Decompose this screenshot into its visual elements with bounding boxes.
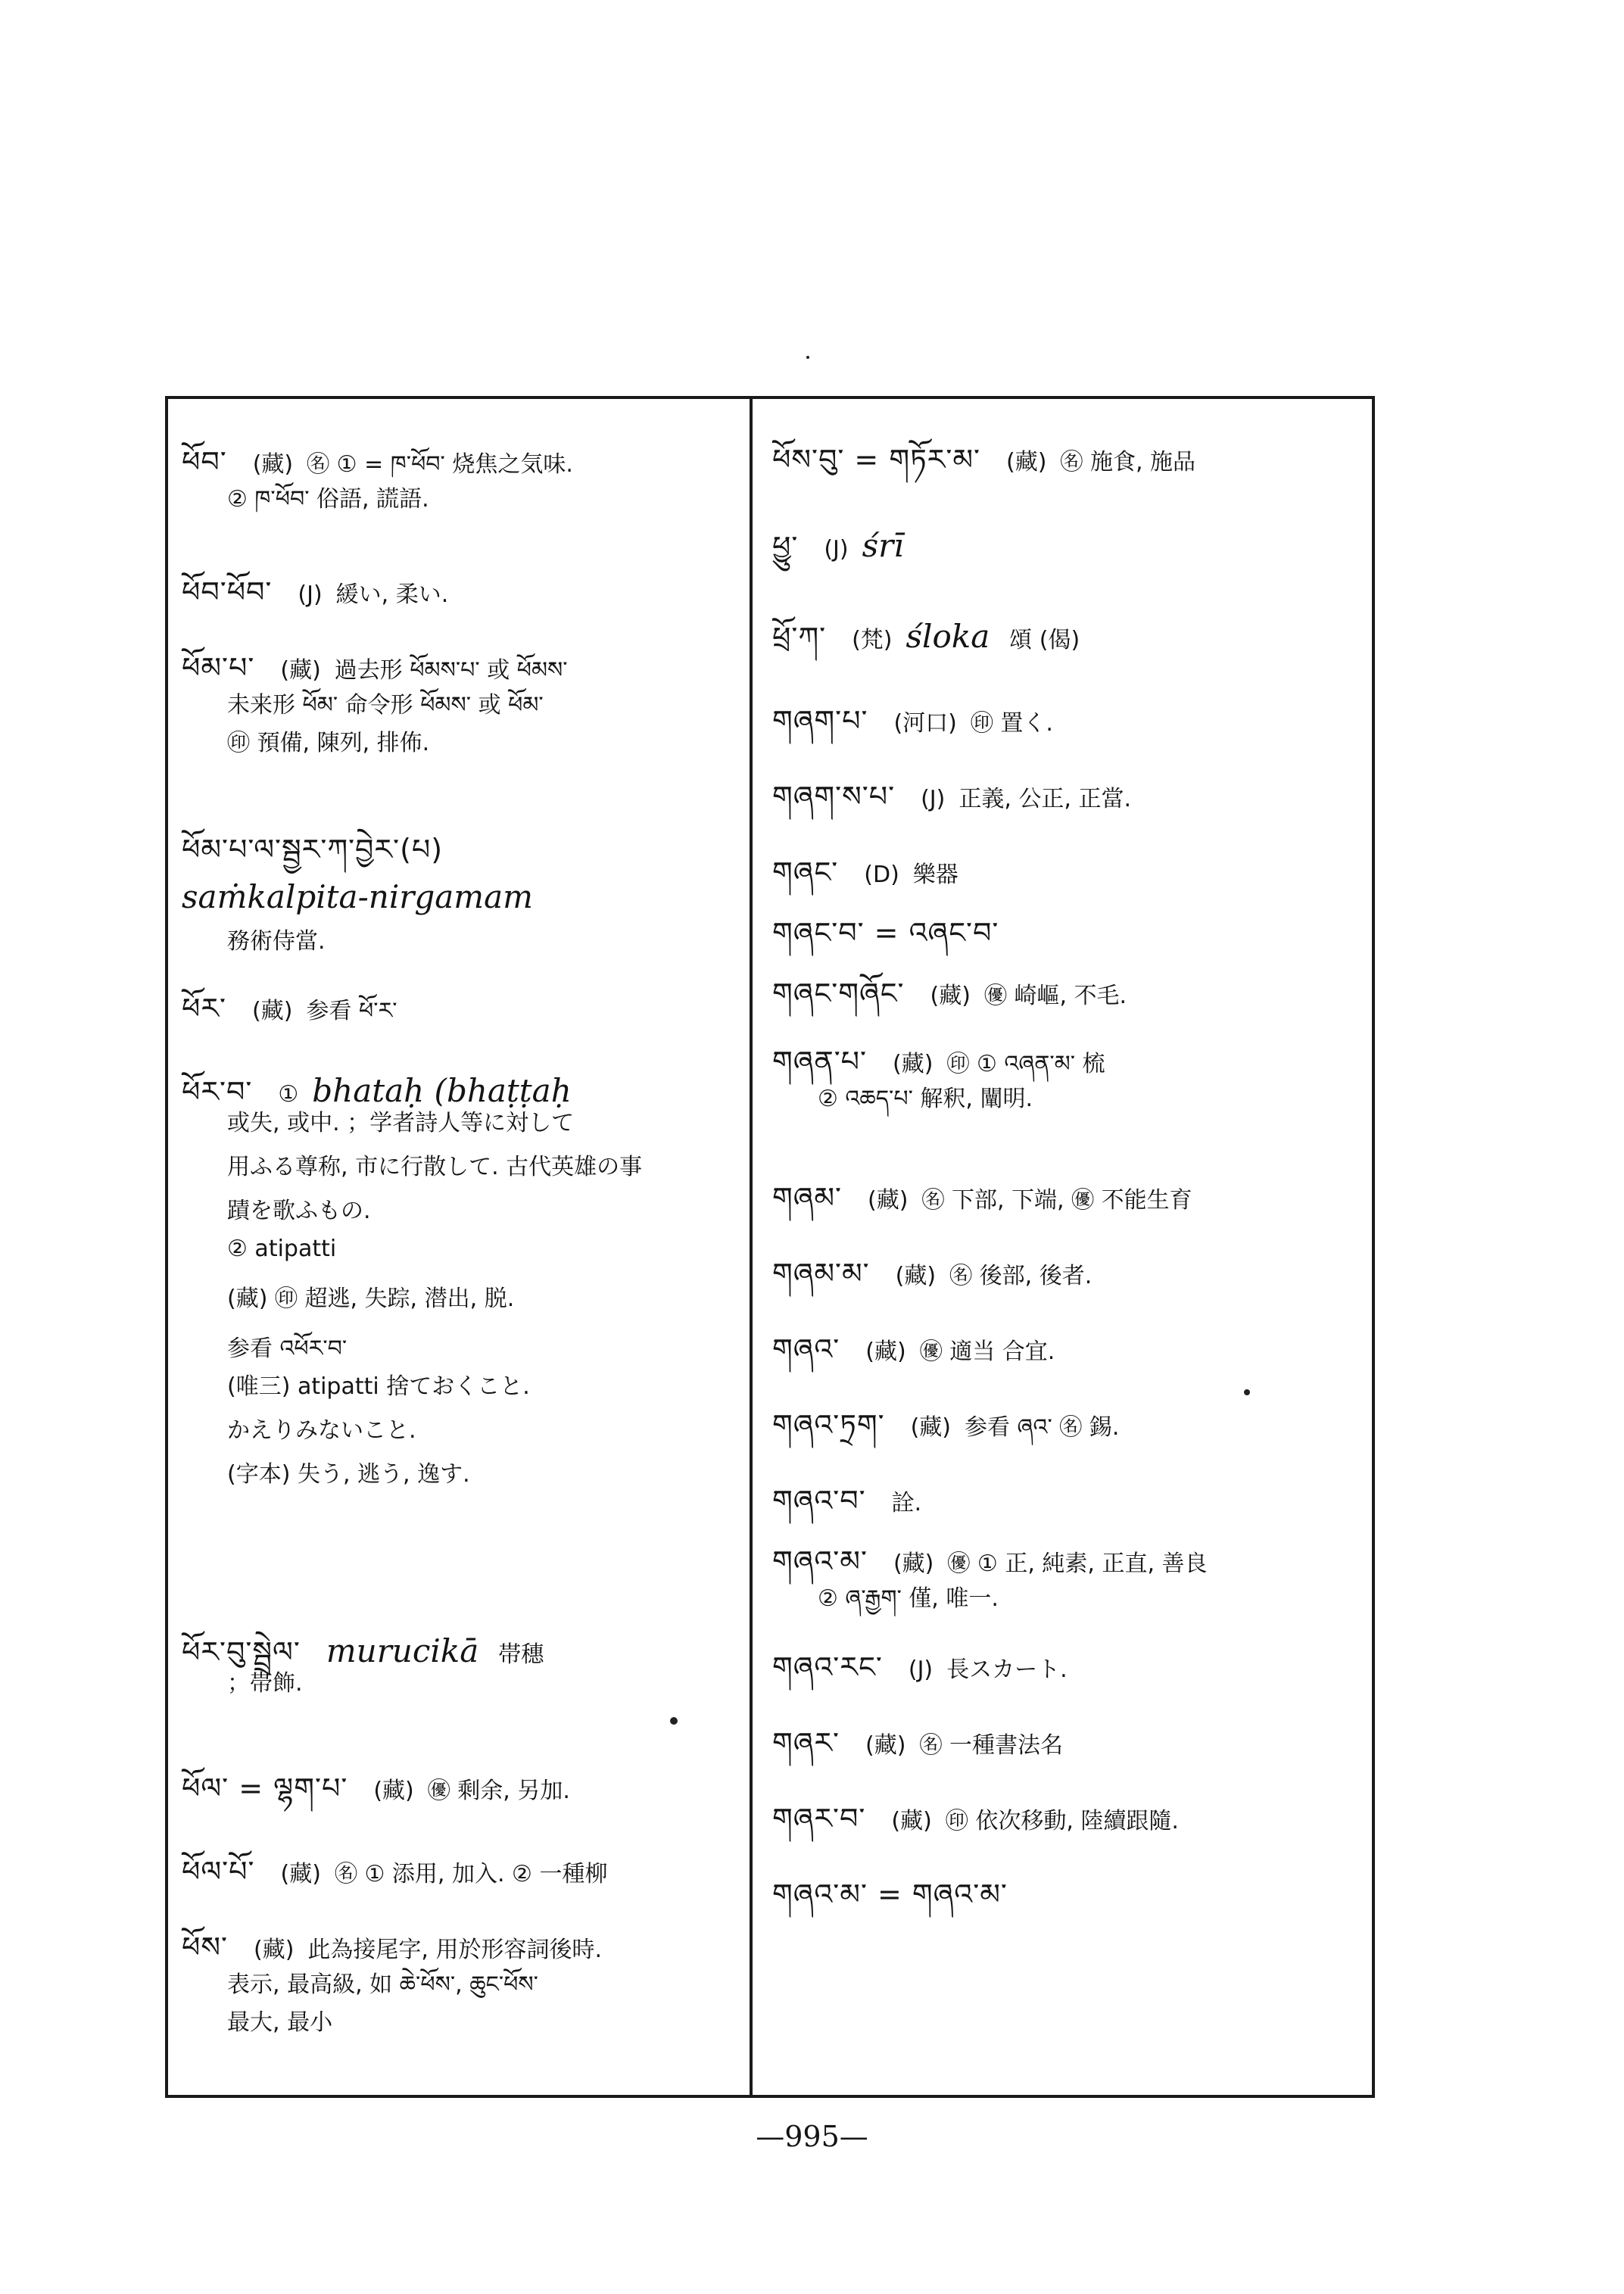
gloss: 詮. — [891, 1490, 922, 1516]
source-tag: (藏) — [252, 998, 293, 1024]
scan-speck — [806, 356, 809, 359]
dictionary-entry — [772, 962, 1363, 1010]
gloss: 参看 ཞའ་ ㊔ 錫. — [965, 1414, 1120, 1441]
gloss: ㊞ 依次移動, 陸續跟隨. — [945, 1808, 1179, 1834]
dictionary-entry — [772, 1469, 1363, 1517]
gloss: 過去形 ཕོམས་པ་ 或 ཕོམས་ — [334, 657, 568, 684]
dictionary-entry — [772, 1317, 1363, 1366]
dictionary-entry — [772, 1166, 1363, 1214]
source-tag: (藏) — [893, 1551, 934, 1577]
gloss: 帯穗 — [498, 1641, 544, 1668]
headword: ཕོལ་པོ་ — [182, 1855, 255, 1888]
dictionary-entry — [772, 901, 1363, 949]
entry-head-line — [772, 901, 1363, 949]
entry-head-line — [772, 1635, 1363, 1684]
entry-head-line — [182, 1060, 742, 1109]
source-tag: (藏) — [865, 1732, 906, 1759]
headword: གཞམ་ — [772, 1181, 843, 1214]
source-tag: (D) — [864, 862, 899, 888]
dictionary-entry — [772, 765, 1363, 813]
dictionary-entry — [182, 1915, 742, 2047]
headword: གཞང་བ་ = འཞང་བ་ — [772, 916, 999, 949]
dictionary-entry — [772, 515, 1363, 564]
dictionary-entry — [182, 977, 742, 1025]
gloss: ㊔ ① = ཁ་ཕོབ་ 烧焦之気味. — [307, 451, 573, 478]
column-divider — [750, 396, 753, 2098]
entry-continuation: ② ཞ་རྒྱག་ 僅, 唯一. — [818, 1585, 999, 1612]
source-tag: (藏) — [893, 1051, 934, 1077]
entry-head-line — [772, 606, 1363, 655]
gloss: 此為接尾字, 用於形容詞後時. — [307, 1937, 603, 1963]
entry-head-line — [772, 1862, 1363, 1911]
dictionary-entry — [772, 840, 1363, 889]
dictionary-entry — [182, 636, 742, 768]
source-tag: (藏) — [280, 1861, 321, 1887]
gloss: ㊞ ① འཞན་མ་ 梳 — [946, 1051, 1105, 1077]
gloss: 樂器 — [912, 862, 959, 888]
headword: ཕོབ་ཕོབ་ — [182, 575, 273, 609]
gloss: ㊔ 下部, 下端, ㊝ 不能生育 — [921, 1187, 1192, 1214]
source-tag: (藏) — [254, 1937, 295, 1963]
entry-continuation: (唯三) atipatti 捨ておくこと. — [227, 1373, 530, 1400]
entry-head-line — [772, 1787, 1363, 1835]
headword: ཕོར་བུ་སྦྲེལ་ — [182, 1635, 301, 1669]
headword: ཕོམ་པ་ — [182, 651, 255, 684]
headword: གཞག་པ་ — [772, 704, 868, 737]
entry-head-line — [772, 689, 1363, 737]
headword: ཕོར་ — [182, 992, 227, 1025]
entry-head-line — [772, 1393, 1363, 1442]
sanskrit-term: murucikā — [326, 1632, 479, 1669]
entry-continuation: ② འཆད་པ་ 解釈, 闡明. — [818, 1086, 1033, 1112]
entry-head-line — [772, 428, 1363, 476]
entry-continuation: ；帯飾. — [227, 1670, 303, 1697]
dictionary-entry — [772, 1862, 1363, 1911]
sanskrit-term: bhataḥ (bhaṭṭaḥ — [312, 1072, 572, 1109]
dictionary-entry — [182, 878, 742, 966]
entry-continuation: ㊞ 預備, 陳列, 排佈. — [227, 730, 430, 756]
entry-continuation: 務術侍當. — [227, 928, 326, 955]
gloss: 参看 ཕོ་ར་ — [306, 998, 397, 1024]
dictionary-entry — [772, 1787, 1363, 1835]
entry-head-line — [772, 1529, 1363, 1578]
gloss: 正義, 公正, 正當. — [959, 786, 1132, 812]
headword: གཞའ་མ་ — [772, 1544, 868, 1578]
entry-head-line — [182, 818, 742, 866]
headword: གཞམ་མ་ — [772, 1257, 870, 1290]
headword: ཕོམ་པ་ལ་སྦྱར་ཀ་བྱེར་(པ) — [182, 833, 444, 866]
dictionary-entry — [182, 1620, 742, 1708]
dictionary-entry — [772, 1242, 1363, 1290]
entry-head-line — [772, 1166, 1363, 1214]
dictionary-entry — [182, 560, 742, 609]
dictionary-entry — [772, 1635, 1363, 1684]
dictionary-entry — [772, 689, 1363, 737]
gloss: ㊝ 剩余, 另加. — [427, 1778, 570, 1804]
entry-continuation: 参看 འཕོར་བ་ — [227, 1336, 348, 1362]
gloss: 緩い, 柔い. — [335, 581, 449, 608]
source-tag: (藏) — [865, 1339, 906, 1365]
entry-head-line — [182, 1840, 742, 1888]
headword: གཞའ་ — [772, 1332, 840, 1366]
entry-continuation: 表示, 最高級, 如 ཆེ་ཕོས་, ཆུང་ཕོས་ — [227, 1971, 538, 1998]
gloss: ㊔ 一種書法名 — [919, 1732, 1063, 1759]
source-tag: (河口) — [893, 710, 957, 737]
headword: ཕོས་བུ་ = གཏོར་མ་ — [772, 443, 980, 476]
entry-head-line — [772, 1711, 1363, 1759]
gloss: ㊝ 崎嶇, 不毛. — [983, 983, 1127, 1009]
entry-head-line — [772, 765, 1363, 813]
entry-head-line — [182, 1620, 742, 1669]
dictionary-entry — [182, 1840, 742, 1888]
headword: གཞའ་རང་ — [772, 1650, 883, 1684]
entry-head-line — [182, 560, 742, 609]
source-tag: (藏) — [930, 983, 971, 1009]
source-tag: (藏) — [280, 657, 321, 684]
source-tag: (梵) — [852, 627, 893, 653]
headword: གཞག་ས་པ་ — [772, 780, 896, 813]
headword: ཕྲོ་ཀ་ — [772, 621, 827, 654]
entry-head-line — [772, 1030, 1363, 1078]
headword: གཞའ་ཏྲག་ — [772, 1408, 885, 1442]
entry-head-line — [182, 430, 742, 478]
gloss: ㊝ 適当 合宜. — [919, 1339, 1055, 1365]
dictionary-entry — [182, 430, 742, 518]
entry-head-line — [772, 1469, 1363, 1517]
entry-continuation: ② atipatti — [227, 1236, 337, 1262]
scan-speck — [670, 1717, 678, 1725]
source-tag: (藏) — [868, 1187, 909, 1214]
gloss: ㊔ ① 添用, 加入. ② 一種柳 — [334, 1861, 608, 1887]
entry-continuation: (字本) 失う, 逃う, 逸す. — [227, 1461, 470, 1488]
dictionary-entry — [772, 1711, 1363, 1759]
headword: ཕོར་བ་ — [182, 1075, 253, 1108]
dictionary-entry — [772, 428, 1363, 476]
entry-continuation: 未来形 ཕོམ་ 命令形 ཕོམས་ 或 ཕོམ་ — [227, 692, 544, 718]
dictionary-entry — [182, 1756, 742, 1805]
headword: གཞན་པ་ — [772, 1045, 868, 1078]
gloss: 長スカート. — [946, 1657, 1068, 1683]
entry-continuation: 蹟を歌ふもの. — [227, 1198, 371, 1224]
gloss: ㊔ 施食, 施品 — [1060, 449, 1196, 475]
headword: གཞང་ — [772, 856, 839, 889]
source-tag: (藏) — [373, 1778, 414, 1804]
gloss: 頌 (偈) — [1009, 627, 1080, 653]
dictionary-entry — [772, 1030, 1363, 1117]
dictionary-entry — [772, 1393, 1363, 1442]
entry-head-line — [182, 977, 742, 1025]
headword: ཕོལ་ = ལྷག་པ་ — [182, 1772, 348, 1805]
sanskrit-term: śloka — [906, 618, 990, 655]
source-tag: (J) — [824, 536, 849, 563]
source-tag: (藏) — [891, 1808, 932, 1834]
headword: གཞར་བ་ — [772, 1802, 866, 1835]
sanskrit-term: saṁkalpita-nirgamam — [182, 878, 533, 915]
source-tag: (J) — [908, 1657, 934, 1683]
source-tag: (藏) — [910, 1414, 952, 1441]
gloss: ㊔ 後部, 後者. — [949, 1263, 1093, 1289]
entry-head-line — [772, 515, 1363, 564]
source-tag: ① — [278, 1081, 299, 1108]
headword: གཞང་གཞོང་ — [772, 977, 905, 1010]
dictionary-entry — [772, 1529, 1363, 1617]
headword: གཞར་ — [772, 1726, 840, 1759]
headword: ཕོབ་ — [182, 445, 227, 478]
dictionary-entry — [182, 1060, 742, 1499]
source-tag: (藏) — [1005, 449, 1047, 475]
entry-continuation: かえりみないこと. — [227, 1417, 416, 1444]
page-number: —995— — [756, 2120, 868, 2153]
headword: གཞའ་བ་ — [772, 1484, 866, 1517]
sanskrit-term: śrī — [862, 527, 904, 564]
gloss: ㊝ ① 正, 純素, 正直, 善良 — [947, 1551, 1208, 1577]
source-tag: (J) — [921, 786, 946, 812]
headword: ཕྱུ་ — [772, 530, 799, 563]
entry-head-line — [772, 1242, 1363, 1290]
entry-continuation: 用ふる尊称, 市に行散して. 古代英雄の事 — [227, 1154, 643, 1180]
dictionary-entry — [182, 818, 742, 866]
headword: ཕོས་ — [182, 1931, 228, 1964]
headword: གཞའ་མ་ = གཞའ་མ་ — [772, 1878, 1008, 1911]
entry-head-line — [182, 636, 742, 684]
source-tag: (J) — [298, 581, 323, 608]
entry-continuation: (藏) ㊞ 超逃, 失踪, 潜出, 脱. — [227, 1286, 515, 1312]
entry-head-line — [772, 962, 1363, 1010]
dictionary-entry — [772, 606, 1363, 655]
entry-head-line — [182, 1756, 742, 1805]
entry-head-line — [772, 840, 1363, 889]
source-tag: (藏) — [895, 1263, 937, 1289]
entry-head-line — [182, 1915, 742, 1964]
gloss: ㊞ 置く. — [970, 710, 1053, 737]
entry-continuation: 或失, 或中. ；学者詩人等に対して — [227, 1110, 575, 1136]
source-tag: (藏) — [252, 451, 294, 478]
entry-continuation: 最大, 最小 — [227, 2009, 333, 2036]
entry-continuation: ② ཁ་ཕོབ་ 俗語, 謊語. — [227, 486, 429, 513]
scan-speck — [1244, 1389, 1250, 1395]
entry-head-line — [182, 878, 742, 922]
entry-head-line — [772, 1317, 1363, 1366]
